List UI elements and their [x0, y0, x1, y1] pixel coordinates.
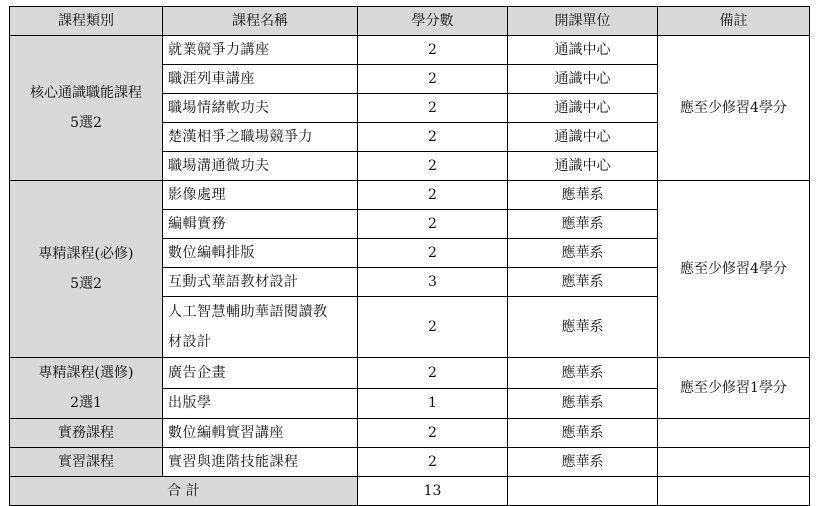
- course-unit: 應華系: [508, 239, 658, 268]
- category-label: 專精課程(必修): [38, 246, 134, 262]
- remark-cell: [658, 419, 810, 448]
- course-unit: 應華系: [508, 448, 658, 477]
- category-selection: 2選1: [70, 395, 102, 411]
- remark-cell: 應至少修習1學分: [658, 358, 810, 419]
- course-unit: 應華系: [508, 181, 658, 210]
- course-unit: 應華系: [508, 388, 658, 419]
- table-row: [10, 419, 810, 448]
- course-unit: 通識中心: [508, 94, 658, 123]
- course-name: 廣告企畫: [163, 358, 358, 389]
- course-credits: 2: [358, 297, 508, 358]
- category-cell: [10, 181, 163, 358]
- category-label: 核心通識職能課程: [30, 85, 142, 101]
- table-row: [10, 36, 810, 65]
- table-row: [10, 358, 810, 389]
- category-cell: 實習課程: [10, 448, 163, 477]
- header-category: 課程類別: [10, 7, 163, 36]
- course-credits: 2: [358, 239, 508, 268]
- course-unit: 通識中心: [508, 65, 658, 94]
- course-name: 職涯列車講座: [163, 65, 358, 94]
- course-name-line: 材設計: [168, 334, 212, 350]
- course-name: 編輯實務: [163, 210, 358, 239]
- course-unit: 應華系: [508, 297, 658, 358]
- course-name: 就業競爭力講座: [163, 36, 358, 65]
- category-cell: [10, 36, 163, 181]
- category-cell: [10, 358, 163, 419]
- table-row: [10, 181, 810, 210]
- course-name: 職場溝通微功夫: [163, 152, 358, 181]
- course-table-container: [9, 6, 810, 506]
- total-remark-empty: [658, 477, 810, 506]
- total-row: [10, 477, 810, 506]
- remark-cell: [658, 448, 810, 477]
- course-unit: 應華系: [508, 419, 658, 448]
- course-credits: 2: [358, 65, 508, 94]
- course-unit: 通識中心: [508, 36, 658, 65]
- course-name: 數位編輯實習講座: [163, 419, 358, 448]
- course-table: [9, 6, 810, 506]
- category-label: 專精課程(選修): [38, 365, 134, 381]
- course-credits: 2: [358, 358, 508, 389]
- course-credits: 1: [358, 388, 508, 419]
- header-credits: 學分數: [358, 7, 508, 36]
- course-unit: 應華系: [508, 358, 658, 389]
- category-selection: 5選2: [70, 115, 102, 131]
- header-row: [10, 7, 810, 36]
- course-name: 實習與進階技能課程: [163, 448, 358, 477]
- course-credits: 2: [358, 123, 508, 152]
- course-credits: 2: [358, 419, 508, 448]
- remark-cell: 應至少修習4學分: [658, 36, 810, 181]
- course-credits: 3: [358, 268, 508, 297]
- course-name: 職場情緒軟功夫: [163, 94, 358, 123]
- course-credits: 2: [358, 181, 508, 210]
- course-credits: 2: [358, 36, 508, 65]
- total-unit-empty: [508, 477, 658, 506]
- course-unit: 應華系: [508, 210, 658, 239]
- header-course-name: 課程名稱: [163, 7, 358, 36]
- table-row: [10, 448, 810, 477]
- course-unit: 應華系: [508, 268, 658, 297]
- course-name-line: 人工智慧輔助華語閱讀教: [168, 304, 328, 320]
- course-name: 互動式華語教材設計: [163, 268, 358, 297]
- header-unit: 開課單位: [508, 7, 658, 36]
- course-name: [163, 297, 358, 358]
- course-name: 影像處理: [163, 181, 358, 210]
- course-unit: 通識中心: [508, 123, 658, 152]
- total-credits: 13: [358, 477, 508, 506]
- header-remark: 備註: [658, 7, 810, 36]
- course-name: 楚漢相爭之職場競爭力: [163, 123, 358, 152]
- course-credits: 2: [358, 94, 508, 123]
- total-label: 合 計: [10, 477, 358, 506]
- course-credits: 2: [358, 152, 508, 181]
- course-credits: 2: [358, 210, 508, 239]
- course-credits: 2: [358, 448, 508, 477]
- course-unit: 通識中心: [508, 152, 658, 181]
- remark-cell: 應至少修習4學分: [658, 181, 810, 358]
- category-cell: 實務課程: [10, 419, 163, 448]
- course-name: 數位編輯排版: [163, 239, 358, 268]
- category-selection: 5選2: [70, 276, 102, 292]
- course-name: 出版學: [163, 388, 358, 419]
